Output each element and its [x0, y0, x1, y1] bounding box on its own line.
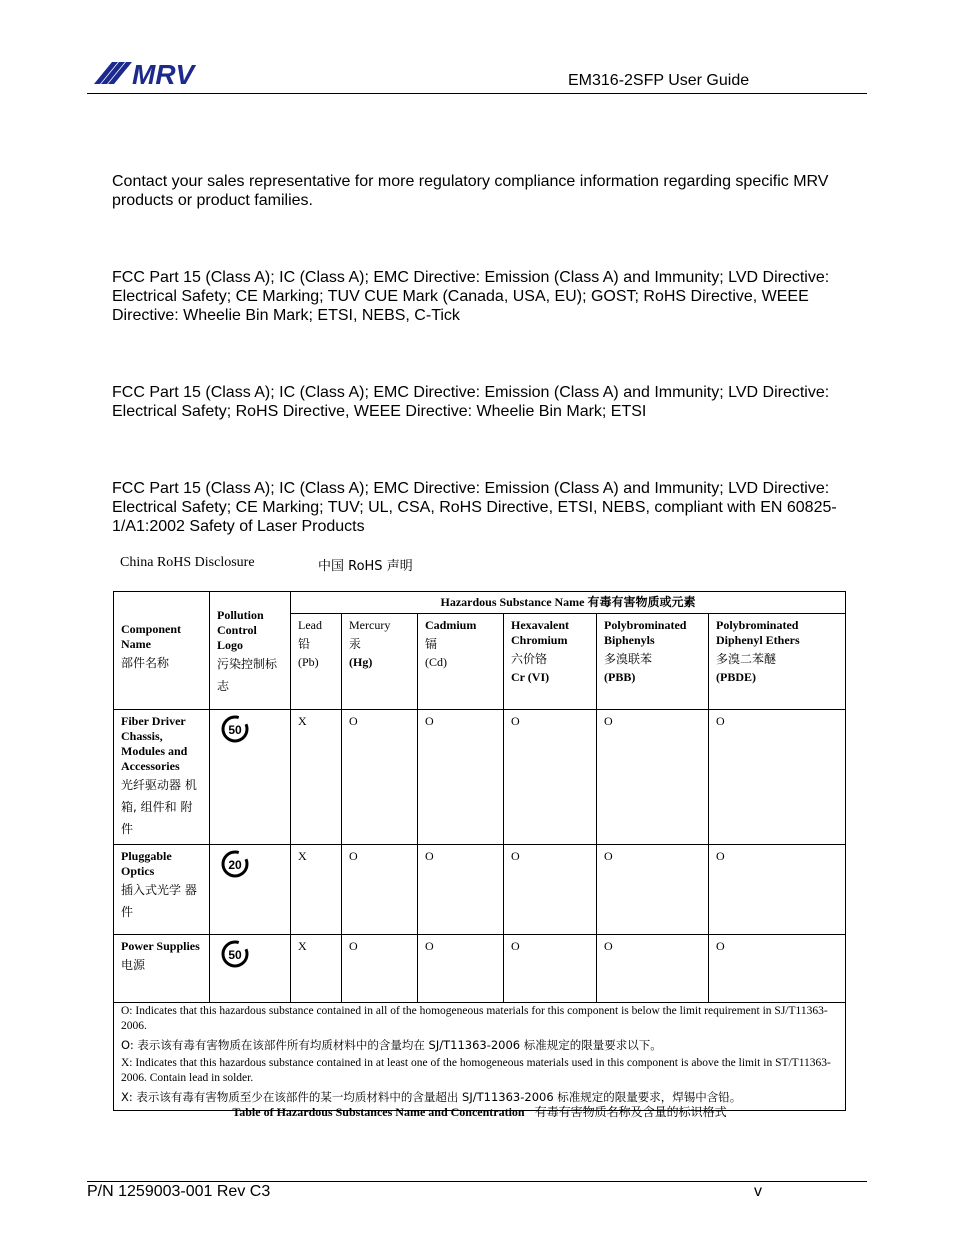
table-notes	[114, 1003, 846, 1111]
header-mercury: Mercury 汞 (Hg)	[342, 614, 418, 710]
table-caption	[113, 1103, 846, 1120]
part-number: P/N 1259003-001 Rev C3	[87, 1183, 271, 1200]
cadmium-value: O	[418, 710, 504, 845]
pbb-value: O	[597, 935, 709, 1003]
table-caption-zh: 有毒有害物质名称及含量的标识格式	[534, 1105, 727, 1119]
paragraph-compliance-1: FCC Part 15 (Class A); IC (Class A); EMC Directive: Emission (Class A) and Immunity; LVD Directive: Electrical Safety; CE Marking; TUV CUE Mark (Canada, USA, EU); GOST; RoHS Directive, WEEE Directive: Wheelie Bin Mark; ETSI, NEBS, C-Tick	[112, 269, 830, 324]
table-notes-row	[114, 1003, 846, 1111]
component-name: Pluggable Optics 插入式光学 器件	[114, 845, 210, 935]
document-title: EM316-2SFP User Guide	[568, 72, 750, 89]
paragraph-contact: Contact your sales representative for more regulatory compliance information regarding specific MRV products or product families.	[112, 173, 829, 209]
epup-50-icon	[220, 714, 250, 744]
note-o-zh: O: 表示该有毒有害物质在该部件所有均质材料中的含量均在 SJ/T11363-2006 标准规定的限量要求以下。	[121, 1038, 662, 1052]
pbb-value: O	[597, 710, 709, 845]
header-pollution-logo: Pollution Control Logo 污染控制标志	[210, 592, 291, 710]
pollution-logo-cell	[210, 710, 291, 845]
note-x-zh: X: 表示该有毒有害物质至少在该部件的某一均质材料中的含量超出 SJ/T11363-2006 标准规定的限量要求，焊锡中含铅。	[121, 1090, 742, 1104]
svg-text:20: 20	[228, 858, 242, 872]
epup-50-icon	[220, 939, 250, 969]
component-name: Power Supplies 电源	[114, 935, 210, 1003]
table-row	[114, 845, 846, 935]
china-rohs-title-en: China RoHS Disclosure	[120, 555, 255, 570]
epup-20-icon	[220, 849, 250, 879]
pollution-logo-cell	[210, 845, 291, 935]
header-cadmium: Cadmium 镉 (Cd)	[418, 614, 504, 710]
lead-value: X	[291, 935, 342, 1003]
footer-rule	[87, 1181, 867, 1182]
table-row	[114, 935, 846, 1003]
hazardous-substance-table	[113, 591, 846, 1111]
header-pbde: Polybrominated Diphenyl Ethers 多溴二苯醚 (PBDE)	[709, 614, 846, 710]
table-header-row-top	[114, 592, 846, 614]
table-caption-en: Table of Hazardous Substances Name and Concentration	[232, 1105, 525, 1119]
pbde-value: O	[709, 845, 846, 935]
header-component: Component Name 部件名称	[114, 592, 210, 710]
header-lead: Lead 铅 (Pb)	[291, 614, 342, 710]
pbb-value: O	[597, 845, 709, 935]
mercury-value: O	[342, 710, 418, 845]
pbde-value: O	[709, 710, 846, 845]
pbde-value: O	[709, 935, 846, 1003]
header-chromium: Hexavalent Chromium 六价铬 Cr (VI)	[504, 614, 597, 710]
pollution-logo-cell	[210, 935, 291, 1003]
note-x-en: X: Indicates that this hazardous substance contained in at least one of the homogeneous materials used in this component is above the limit in ST/T11363-2006. Contain lead in solder.	[121, 1057, 831, 1084]
mercury-value: O	[342, 845, 418, 935]
mrv-logo	[94, 58, 214, 88]
table-row	[114, 710, 846, 845]
chromium-value: O	[504, 935, 597, 1003]
svg-text:50: 50	[228, 723, 242, 737]
china-rohs-title-zh: 中国 RoHS 声明	[318, 559, 413, 574]
logo-text: MRV	[132, 59, 195, 88]
chromium-value: O	[504, 710, 597, 845]
chromium-value: O	[504, 845, 597, 935]
page-number: v	[754, 1183, 762, 1200]
mercury-value: O	[342, 935, 418, 1003]
note-o-en: O: Indicates that this hazardous substance contained in all of the homogeneous materials for this component is below the limit requirement in SJ/T11363-2006.	[121, 1005, 828, 1032]
lead-value: X	[291, 710, 342, 845]
header-pbb: Polybrominated Biphenyls 多溴联苯 (PBB)	[597, 614, 709, 710]
cadmium-value: O	[418, 935, 504, 1003]
svg-text:50: 50	[228, 948, 242, 962]
component-name: Fiber Driver Chassis, Modules and Accessories 光纤驱动器 机箱, 组件和 附件	[114, 710, 210, 845]
paragraph-compliance-2: FCC Part 15 (Class A); IC (Class A); EMC Directive: Emission (Class A) and Immunity; LVD Directive: Electrical Safety; RoHS Directive, WEEE Directive: Wheelie Bin Mark; ETSI	[112, 384, 830, 420]
cadmium-value: O	[418, 845, 504, 935]
header-hazardous-substance: Hazardous Substance Name 有毒有害物质或元素	[291, 592, 846, 614]
paragraph-compliance-3: FCC Part 15 (Class A); IC (Class A); EMC Directive: Emission (Class A) and Immunity; LVD Directive: Electrical Safety; CE Marking; TUV; UL, CSA, RoHS Directive, ETSI, NEBS, compliant with EN 60825-1/A1:2002 Safety of Laser Products	[112, 480, 837, 535]
header-rule	[87, 93, 867, 94]
lead-value: X	[291, 845, 342, 935]
